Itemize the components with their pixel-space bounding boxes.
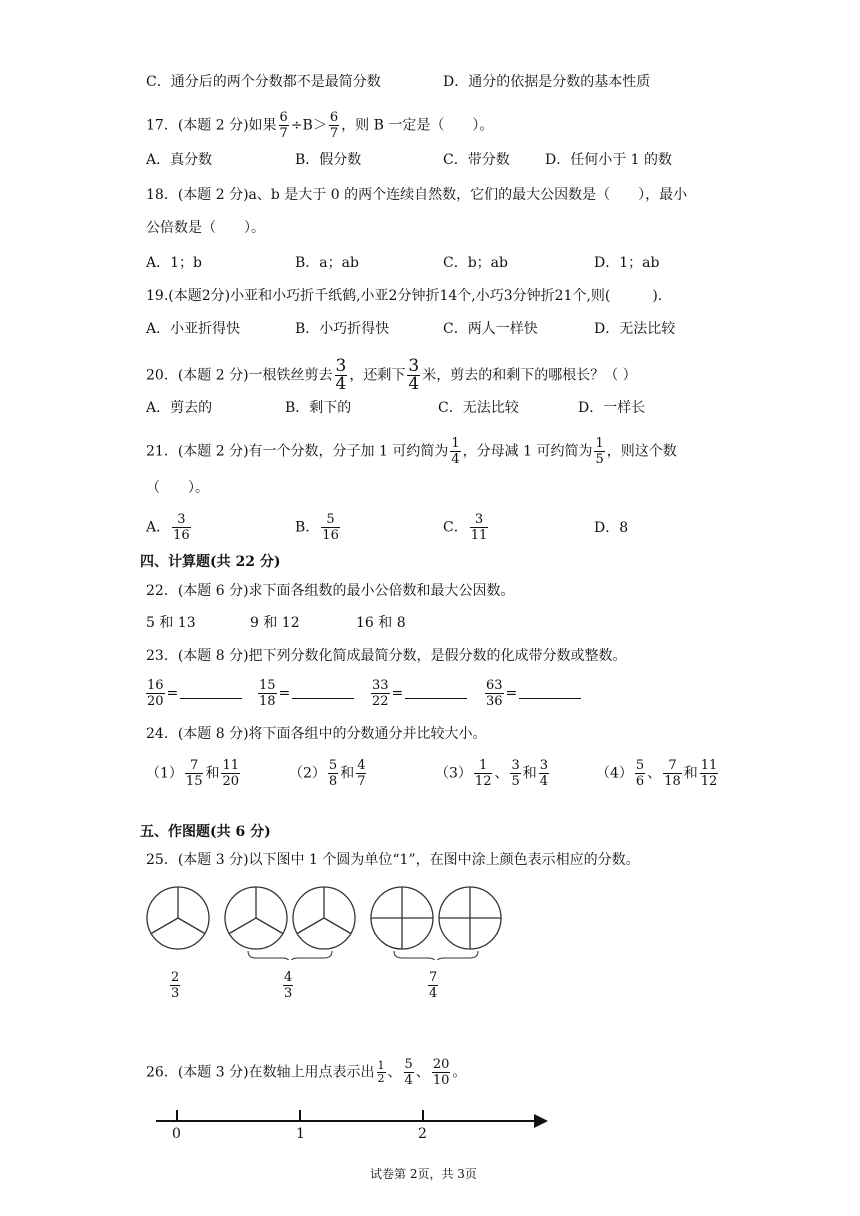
fraction [185,758,204,789]
denominator: 8 [328,774,338,789]
fraction [428,970,438,1001]
q22-item-3: 16 和 8 [356,615,406,631]
separator: 、 [415,1064,430,1081]
fraction [635,758,645,789]
fraction [485,678,504,709]
numerator: 5 [404,1057,413,1072]
fraction [221,758,240,789]
answer-blank[interactable] [405,688,467,699]
q21-option-b [295,512,342,543]
numerator: 6 [279,110,288,125]
q17-option-c: C．带分数 [443,152,510,168]
q19-option-a: A．小亚折得快 [146,321,241,337]
q26-stem [146,1057,466,1088]
numerator: 5 [635,758,645,773]
denominator: 4 [408,374,420,394]
q19-stem: 19.(本题2分)小亚和小巧折千纸鹤,小亚2分钟折14个,小巧3分钟折21个,则( ). [146,288,663,304]
numerator: 3 [335,356,347,376]
denominator: 20 [222,774,240,789]
numerator: 6 [329,110,339,125]
fraction [321,512,340,543]
q24-stem: 24．(本题 8 分)将下面各组中的分数通分并比较大小。 [146,726,487,742]
denominator: 16 [173,528,190,543]
q23-item-3 [369,678,467,709]
fraction [258,678,277,709]
denominator: 3 [284,986,293,1001]
denominator: 18 [664,774,681,789]
denominator: 4 [539,774,549,789]
q26-stem-b: 。 [452,1064,467,1081]
q18-option-b: B．a；ab [295,255,359,271]
q21-option-a [146,512,193,543]
denominator: 36 [486,694,503,709]
page-footer: 试卷第 2页，共 3页 [370,1167,477,1181]
fraction [404,1057,414,1088]
fraction [407,358,420,393]
denominator: 20 [147,694,164,709]
fraction [283,970,293,1001]
answer-blank[interactable] [292,688,354,699]
numerator: 20 [432,1057,450,1072]
denominator: 10 [432,1073,450,1088]
q19-option-d: D．无法比较 [594,321,676,337]
denominator: 22 [372,694,389,709]
brace-left-group [248,951,332,960]
q25-label-1 [168,970,182,1001]
fraction [328,758,338,789]
equals-sign: = [166,685,179,702]
fraction [172,512,191,543]
section-heading-drawing: 五、作图题(共 6 分) [140,824,271,840]
numerator: 33 [372,678,389,693]
circle-quarters-2[interactable] [439,887,501,949]
numerator: 5 [328,758,338,773]
group-label: （2） [289,765,326,782]
q20-option-d: D．一样长 [578,400,646,416]
q23-item-2 [256,678,354,709]
q20-stem-b: ，还剩下 [349,367,406,384]
fraction [432,1057,451,1088]
fraction [470,512,489,543]
section-heading-calculation: 四、计算题(共 22 分) [140,554,281,570]
q18-option-c: C．b；ab [443,255,508,271]
equals-sign: = [505,685,518,702]
option-label: A． [146,519,171,536]
numerator: 15 [259,678,276,693]
q21-option-d: D．8 [594,520,629,536]
denominator: 18 [259,694,276,709]
fraction [594,436,604,467]
q19-option-b: B．小巧折得快 [295,321,390,337]
circle-diagrams [140,880,520,960]
denominator: 12 [700,774,718,789]
number-line[interactable] [150,1104,555,1144]
fraction [474,758,493,789]
denominator: 5 [595,452,604,467]
q18-option-d: D．1；ab [594,255,660,271]
denominator: 2 [377,1072,385,1085]
q20-option-c: C．无法比较 [438,400,519,416]
denominator: 7 [279,126,288,141]
numerator: 16 [147,678,164,693]
q17-option-d: D．任何小于 1 的数 [545,152,673,168]
q17-mid: ÷B＞ [290,117,327,134]
numerator: 7 [190,758,199,773]
q22-stem: 22．(本题 6 分)求下面各组数的最小公倍数和最大公因数。 [146,583,515,599]
option-label: C． [443,519,468,536]
numerator: 7 [668,758,677,773]
group-label: （3） [435,765,472,782]
denominator: 11 [470,528,488,543]
fraction [329,110,339,141]
separator: 和 [522,765,537,782]
q23-item-4 [483,678,581,709]
arrow-head-icon [534,1114,548,1128]
fraction [371,678,390,709]
circle-thirds-1[interactable] [147,887,209,949]
numerator: 4 [357,758,366,773]
q20-option-b: B．剩下的 [285,400,352,416]
numerator: 3 [408,356,420,376]
q18-option-a: A．1；b [146,255,202,271]
q17-option-b: B．假分数 [295,152,362,168]
q22-item-1: 5 和 13 [146,615,196,631]
group-label: （4） [596,765,633,782]
separator: 和 [205,765,220,782]
tick-label-0: 0 [172,1126,181,1142]
q22-item-2: 9 和 12 [250,615,300,631]
equals-sign: = [278,685,291,702]
denominator: 16 [322,528,339,543]
numerator: 1 [451,436,460,451]
numerator: 3 [539,758,549,773]
fraction [539,758,549,789]
q24-group-4 [596,758,720,789]
numerator: 3 [511,758,520,773]
q17-option-a: A．真分数 [146,152,213,168]
numerator: 1 [595,436,604,451]
numerator: 11 [700,758,718,773]
numerator: 1 [479,758,488,773]
q23-stem: 23．(本题 8 分)把下列分数化简成最简分数，是假分数的化成带分数或整数。 [146,648,627,664]
circle-quarters-1[interactable] [371,887,433,949]
separator: 和 [683,765,698,782]
numerator: 3 [474,512,484,527]
denominator: 4 [429,986,438,1001]
circle-thirds-2[interactable] [225,887,287,949]
q21-option-c [443,512,490,543]
denominator: 7 [357,774,366,789]
q17-stem-a: 17．(本题 2 分)如果 [146,117,277,134]
numerator: 5 [326,512,335,527]
brace-right-group [394,951,478,960]
q21-stem-b: ，分母减 1 可约简为 [462,443,593,460]
numerator: 11 [222,758,240,773]
q24-group-2 [289,758,368,789]
equals-sign: = [391,685,404,702]
q26-stem-a: 26．(本题 3 分)在数轴上用点表示出 [146,1064,375,1081]
q20-stem-a: 20．(本题 2 分)一根铁丝剪去 [146,367,333,384]
q25-stem: 25．(本题 3 分)以下图中 1 个圆为单位“1”，在图中涂上颜色表示相应的分数。 [146,852,640,868]
q17-stem [146,110,493,141]
fraction [663,758,682,789]
q19-option-c: C．两人一样快 [443,321,538,337]
fraction [170,970,180,1001]
tick-label-2: 2 [418,1126,427,1142]
q18-stem-line2: 公倍数是（ ）。 [146,220,265,236]
denominator: 4 [451,452,460,467]
numerator: 2 [171,970,180,985]
q21-stem [146,436,677,467]
fraction [356,758,366,789]
denominator: 4 [404,1073,413,1088]
separator: 和 [340,765,355,782]
denominator: 12 [474,774,492,789]
fraction [450,436,460,467]
denominator: 3 [171,986,180,1001]
q25-label-3 [426,970,440,1001]
numerator: 7 [429,970,438,985]
separator: 、 [387,1064,402,1081]
q20-stem-c: 米，剪去的和剩下的哪根长？（ ） [422,367,637,384]
denominator: 4 [335,374,347,394]
q18-stem-line1: 18．(本题 2 分)a、b 是大于 0 的两个连续自然数，它们的最大公因数是（ ），最小 [146,187,688,203]
denominator: 6 [635,774,645,789]
q16-option-c: C．通分后的两个分数都不是最简分数 [146,74,381,90]
q17-stem-b: ，则 B 一定是（ ）。 [341,117,494,134]
option-label: B． [295,519,320,536]
q21-stem-line2: （ ）。 [146,480,209,496]
tick-label-1: 1 [296,1126,305,1142]
q20-option-a: A．剪去的 [146,400,213,416]
denominator: 5 [511,774,520,789]
denominator: 7 [329,126,339,141]
answer-blank[interactable] [180,688,242,699]
denominator: 15 [185,774,203,789]
circle-thirds-3[interactable] [293,887,355,949]
q24-group-1 [146,758,242,789]
numerator: 63 [486,678,503,693]
separator: 、 [647,765,662,782]
numerator: 4 [284,970,293,985]
numerator: 3 [177,512,186,527]
q24-group-3 [435,758,551,789]
group-label: （1） [146,765,183,782]
fraction [279,110,289,141]
q20-stem [146,358,637,393]
separator: 、 [494,765,509,782]
fraction [510,758,520,789]
q16-option-d: D．通分的依据是分数的基本性质 [443,74,651,90]
fraction [377,1060,386,1085]
q21-stem-c: ，则这个数 [606,443,677,460]
fraction [335,358,348,393]
q21-stem-a: 21．(本题 2 分)有一个分数，分子加 1 可约简为 [146,443,449,460]
fraction [146,678,165,709]
answer-blank[interactable] [519,688,581,699]
numerator: 1 [377,1059,385,1072]
fraction [700,758,719,789]
q23-item-1 [144,678,242,709]
q25-label-2 [281,970,295,1001]
